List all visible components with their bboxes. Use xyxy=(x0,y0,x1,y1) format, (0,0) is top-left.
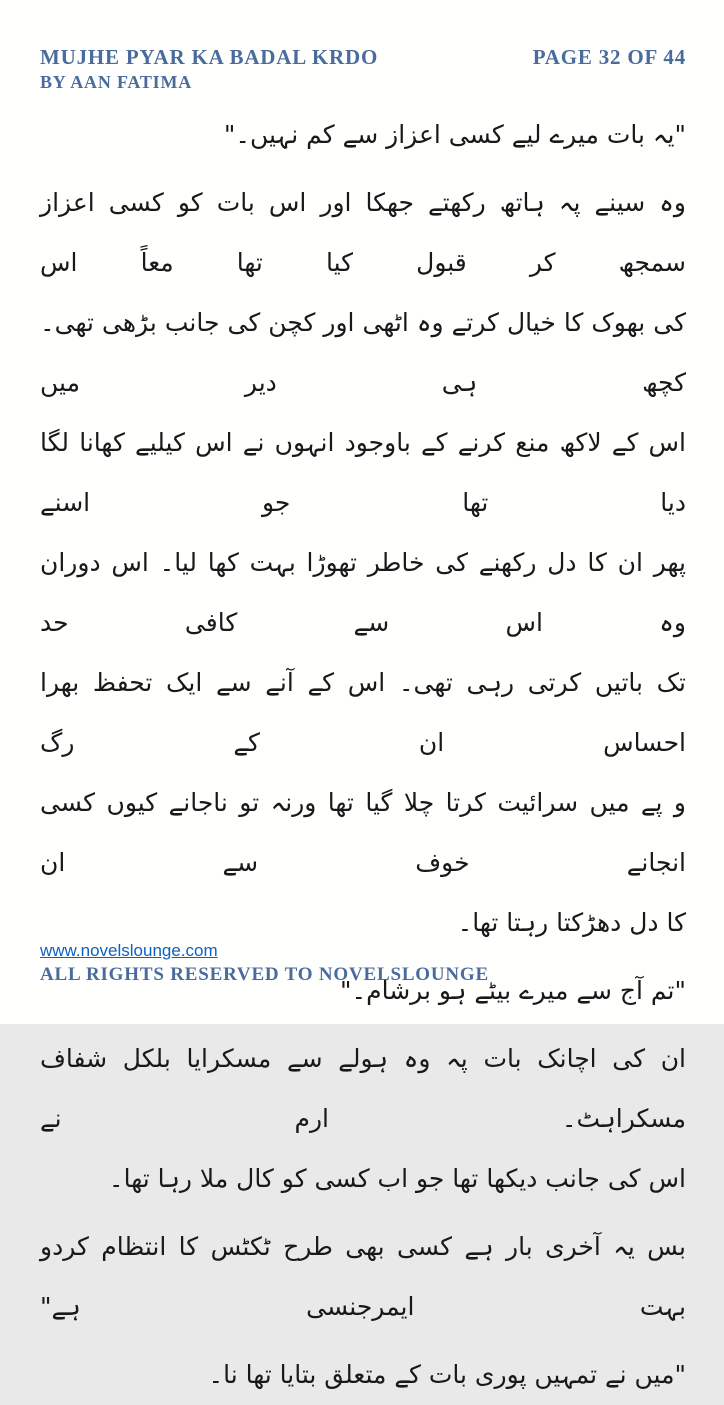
paragraph xyxy=(40,173,686,953)
urdu-text-line: و پے میں سرائیت کرتا چلا گیا تھا ورنہ تو ناجانے کیوں کسی انجانے خوف سے ان xyxy=(40,788,686,877)
urdu-text-line: تک باتیں کرتی رہی تھی۔ اس کے آنے سے ایک تحفظ بھرا احساس ان کے رگ xyxy=(40,668,686,757)
dialogue-line: "تم آج سے میرے بیٹے ہو برشام۔" xyxy=(339,976,686,1005)
urdu-text-line: کی بھوک کا خیال کرتے وہ اٹھی اور کچن کی جانب بڑھی تھی۔ کچھ ہی دیر میں xyxy=(40,308,686,397)
dialogue-line: بس یہ آخری بار ہے کسی بھی طرح ٹکٹس کا انتظام کردو بہت ایمرجنسی ہے" xyxy=(40,1232,686,1321)
header-row xyxy=(40,44,686,70)
paragraph xyxy=(40,1217,686,1337)
dialogue-line: "میں نے تمہیں پوری بات کے متعلق بتایا تھا نا۔ xyxy=(208,1360,686,1389)
paragraph xyxy=(40,1029,686,1209)
page-number: PAGE 32 OF 44 xyxy=(532,45,686,69)
urdu-text-line: پھر ان کا دل رکھنے کی خاطر تھوڑا بہت کھا لیا۔ اس دوران وہ اس سے کافی حد xyxy=(40,548,686,637)
dialogue-line: "یہ بات میرے لیے کسی اعزاز سے کم نہیں۔" xyxy=(223,120,686,149)
copyright-notice: ALL RIGHTS RESERVED TO NOVELSLOUNGE xyxy=(40,964,489,985)
website-link[interactable]: www.novelslounge.com xyxy=(40,941,218,960)
urdu-text-line: ان کی اچانک بات پہ وہ ہولے سے مسکرایا بلکل شفاف مسکراہٹ۔ ارم نے xyxy=(40,1044,686,1133)
novel-title: MUJHE PYAR KA BADAL KRDO xyxy=(40,45,379,69)
paragraph xyxy=(40,1345,686,1405)
urdu-text-line: کا دل دھڑکتا رہتا تھا۔ xyxy=(457,908,686,937)
urdu-text-line: اس کی جانب دیکھا تھا جو اب کسی کو کال ملا رہا تھا۔ xyxy=(108,1164,686,1193)
urdu-text-line: وہ سینے پہ ہاتھ رکھتے جھکا اور اس بات کو کسی اعزاز سمجھ کر قبول کیا تھا معاً اس xyxy=(40,188,686,277)
author-line: BY AAN FATIMA xyxy=(40,72,193,92)
page-footer xyxy=(40,941,489,986)
page-header xyxy=(40,44,686,93)
paragraph xyxy=(40,105,686,165)
story-body xyxy=(40,105,686,1405)
urdu-text-line: اس کے لاکھ منع کرنے کے باوجود انہوں نے اس کیلیے کھانا لگا دیا تھا جو اسنے xyxy=(40,428,686,517)
